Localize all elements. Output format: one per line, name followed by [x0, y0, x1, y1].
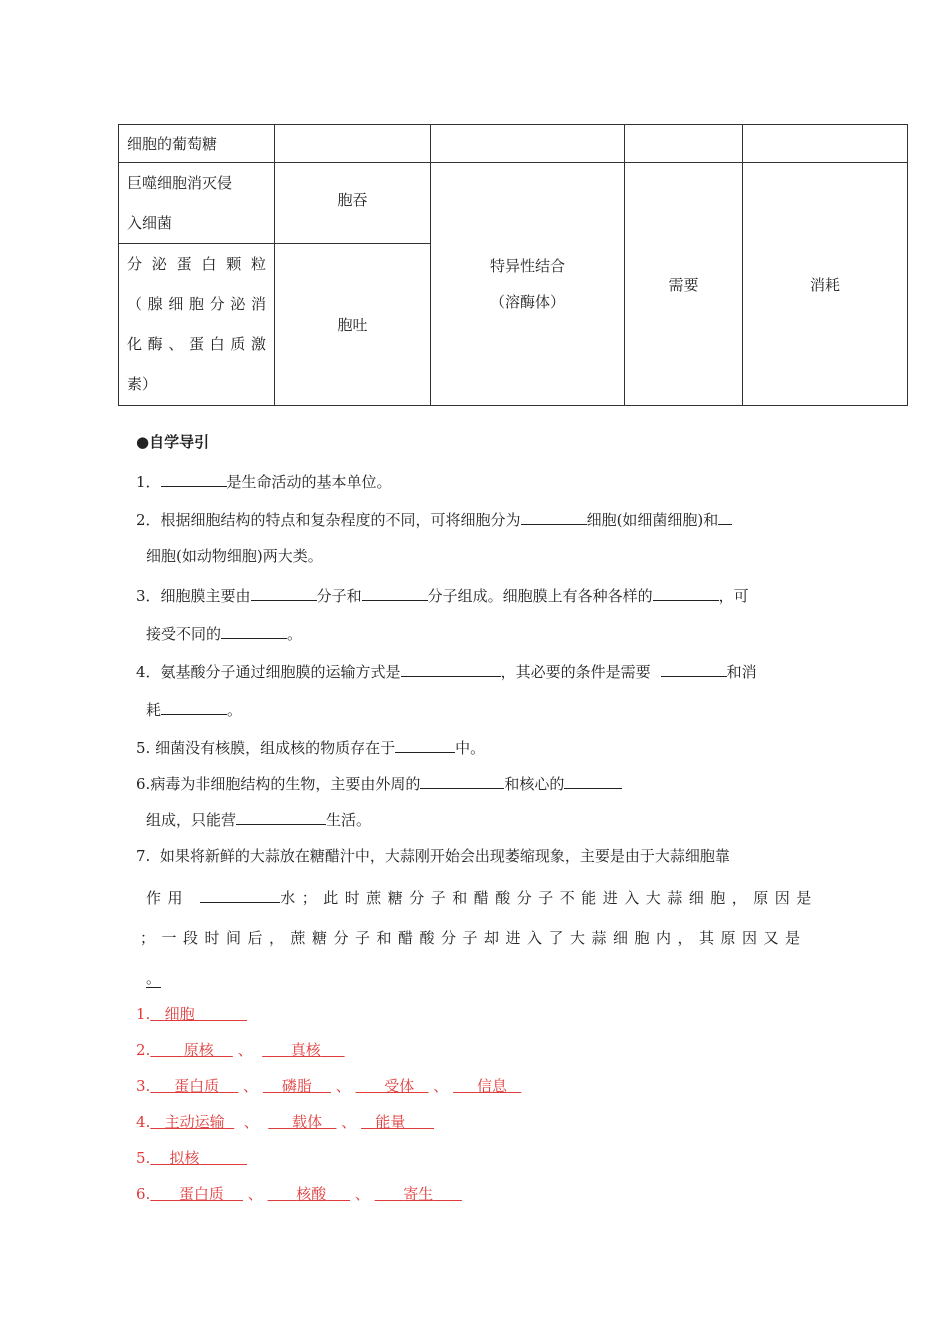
answer-value: 拟核 — [169, 1149, 200, 1167]
answer-5 — [136, 1148, 247, 1168]
table-cell — [275, 163, 431, 244]
question-text: ，可 — [718, 587, 749, 605]
question-text: 分子和 — [316, 587, 362, 605]
answer-value: 蛋白质 — [174, 1077, 220, 1095]
question-text: ；一段时间后，蔗糖分子和醋酸分子却进入了大蒜细胞内，其原因又是 — [140, 929, 807, 947]
separator: 、 — [247, 1185, 263, 1203]
question-1 — [136, 470, 392, 492]
answer-value: 细胞 — [164, 1005, 195, 1023]
question-number: 5. — [136, 739, 151, 757]
question-text: 是生命活动的基本单位。 — [226, 473, 392, 491]
answer-number: 1. — [136, 1005, 151, 1023]
question-text: 生活。 — [326, 811, 372, 829]
answer-value: 能量 — [375, 1113, 406, 1131]
question-5 — [136, 736, 485, 758]
answer-number: 5. — [136, 1149, 151, 1167]
question-text: 组成，只能营 — [146, 811, 237, 829]
table-cell — [431, 125, 625, 163]
answer-value: 真核 — [290, 1041, 321, 1059]
answer-value: 磷脂 — [281, 1077, 312, 1095]
answer-value: 主动运输 — [164, 1113, 225, 1131]
cell-line: （腺细胞分泌消 — [127, 295, 266, 313]
cell-line: 素） — [127, 375, 158, 393]
table-row — [119, 125, 908, 163]
separator: 、 — [243, 1113, 259, 1131]
question-text: 作用 — [146, 889, 190, 907]
question-3-cont — [146, 622, 302, 644]
question-number: 2． — [136, 511, 161, 529]
answer-value: 蛋白质 — [178, 1185, 224, 1203]
question-text: 根据细胞结构的特点和复杂程度的不同，可将细胞分为 — [160, 511, 521, 529]
table-cell: 胞吐 — [275, 244, 431, 406]
answer-number: 6. — [136, 1185, 151, 1203]
question-text: 细胞(如动物细胞)两大类。 — [146, 547, 323, 565]
question-text: 耗 — [146, 701, 162, 719]
cell-line: 分泌蛋白颗粒 — [127, 255, 266, 273]
separator: 、 — [335, 1077, 351, 1095]
cell-line: 化酶、蛋白质激 — [127, 335, 266, 353]
answer-blank[interactable] — [661, 660, 727, 677]
question-text: 病毒为非细胞结构的生物，主要由外周的 — [150, 775, 421, 793]
separator: 、 — [237, 1041, 253, 1059]
question-text: 中。 — [455, 739, 486, 757]
answer-blank[interactable] — [236, 808, 326, 825]
answer-blank[interactable] — [401, 660, 501, 677]
cell-text: 胞吞 — [337, 190, 368, 209]
question-text: 细胞(如细菌细胞)和 — [586, 511, 719, 529]
section-title: ●自学导引 — [136, 433, 210, 451]
answer-value: 寄生 — [403, 1185, 434, 1203]
answer-value: 信息 — [476, 1077, 507, 1095]
answer-4 — [136, 1112, 434, 1132]
separator: 、 — [354, 1185, 370, 1203]
cell-line: 入细菌 — [127, 214, 173, 232]
question-text: 水；此时蔗糖分子和醋酸分子不能进入大蒜细胞，原因是 — [280, 889, 818, 907]
answer-blank[interactable] — [200, 886, 280, 903]
cell-line: 特异性结合 — [489, 257, 565, 275]
question-7-end — [146, 968, 161, 988]
question-3 — [136, 584, 749, 606]
answer-1 — [136, 1004, 247, 1024]
answer-value: 载体 — [292, 1113, 323, 1131]
answer-blank[interactable] — [521, 508, 587, 525]
question-text: 。 — [227, 701, 243, 719]
cell-line: （溶酶体） — [489, 293, 565, 311]
answer-blank[interactable] — [221, 622, 287, 639]
question-text: 细胞膜主要由 — [160, 587, 251, 605]
answer-blank[interactable] — [718, 508, 732, 525]
cell-line: 巨噬细胞消灭侵 — [127, 174, 233, 192]
transport-table — [118, 124, 908, 406]
table-row — [119, 163, 908, 244]
answer-blank[interactable] — [161, 470, 227, 487]
question-6 — [136, 772, 622, 794]
separator: 、 — [341, 1113, 357, 1131]
question-7-cont — [146, 886, 818, 908]
answer-value: 受体 — [384, 1077, 415, 1095]
question-number: 6. — [136, 775, 151, 793]
question-2-cont — [146, 546, 323, 566]
question-7 — [136, 846, 730, 866]
question-text: 。 — [146, 969, 162, 987]
table-cell — [431, 163, 625, 406]
answer-value: 核酸 — [296, 1185, 327, 1203]
answer-blank[interactable] — [362, 584, 428, 601]
question-text: ，其必要的条件是需要 — [500, 663, 651, 681]
answer-blank[interactable] — [161, 698, 227, 715]
answer-6 — [136, 1184, 462, 1204]
question-4-cont — [146, 698, 242, 720]
answer-number: 2. — [136, 1041, 151, 1059]
question-text: 和核心的 — [504, 775, 565, 793]
answer-blank[interactable] — [564, 772, 622, 789]
table-cell: 需要 — [625, 163, 743, 406]
answer-3 — [136, 1076, 521, 1096]
separator: 、 — [433, 1077, 449, 1095]
table-cell — [625, 125, 743, 163]
table-cell — [119, 163, 275, 244]
answer-blank[interactable] — [420, 772, 504, 789]
answer-number: 4. — [136, 1113, 151, 1131]
answer-2 — [136, 1040, 345, 1060]
table-cell — [743, 125, 908, 163]
question-number: 7. — [136, 847, 151, 865]
question-text: 接受不同的 — [146, 625, 222, 643]
question-number: 1． — [136, 473, 161, 491]
question-text: 和消 — [726, 663, 757, 681]
table-cell: 细胞的葡萄糖 — [119, 125, 275, 163]
question-number: 4． — [136, 663, 161, 681]
answer-blank[interactable] — [653, 584, 719, 601]
answer-value: 原核 — [183, 1041, 214, 1059]
question-2 — [136, 508, 732, 530]
question-text: 。 — [287, 625, 303, 643]
question-text: 如果将新鲜的大蒜放在糖醋汁中，大蒜刚开始会出现萎缩现象，主要是由于大蒜细胞靠 — [159, 847, 730, 865]
question-text: 细菌没有核膜，组成核的物质存在于 — [155, 739, 396, 757]
table-cell — [119, 244, 275, 406]
question-4 — [136, 660, 757, 682]
table-cell — [275, 125, 431, 163]
question-text: 分子组成。细胞膜上有各种各样的 — [427, 587, 653, 605]
question-number: 3． — [136, 587, 161, 605]
answer-number: 3. — [136, 1077, 151, 1095]
question-6-cont — [146, 808, 371, 830]
answer-blank[interactable] — [395, 736, 455, 753]
separator: 、 — [243, 1077, 259, 1095]
question-7-cont — [140, 928, 807, 948]
answer-blank[interactable] — [251, 584, 317, 601]
question-text: 氨基酸分子通过细胞膜的运输方式是 — [160, 663, 401, 681]
table-cell: 消耗 — [743, 163, 908, 406]
